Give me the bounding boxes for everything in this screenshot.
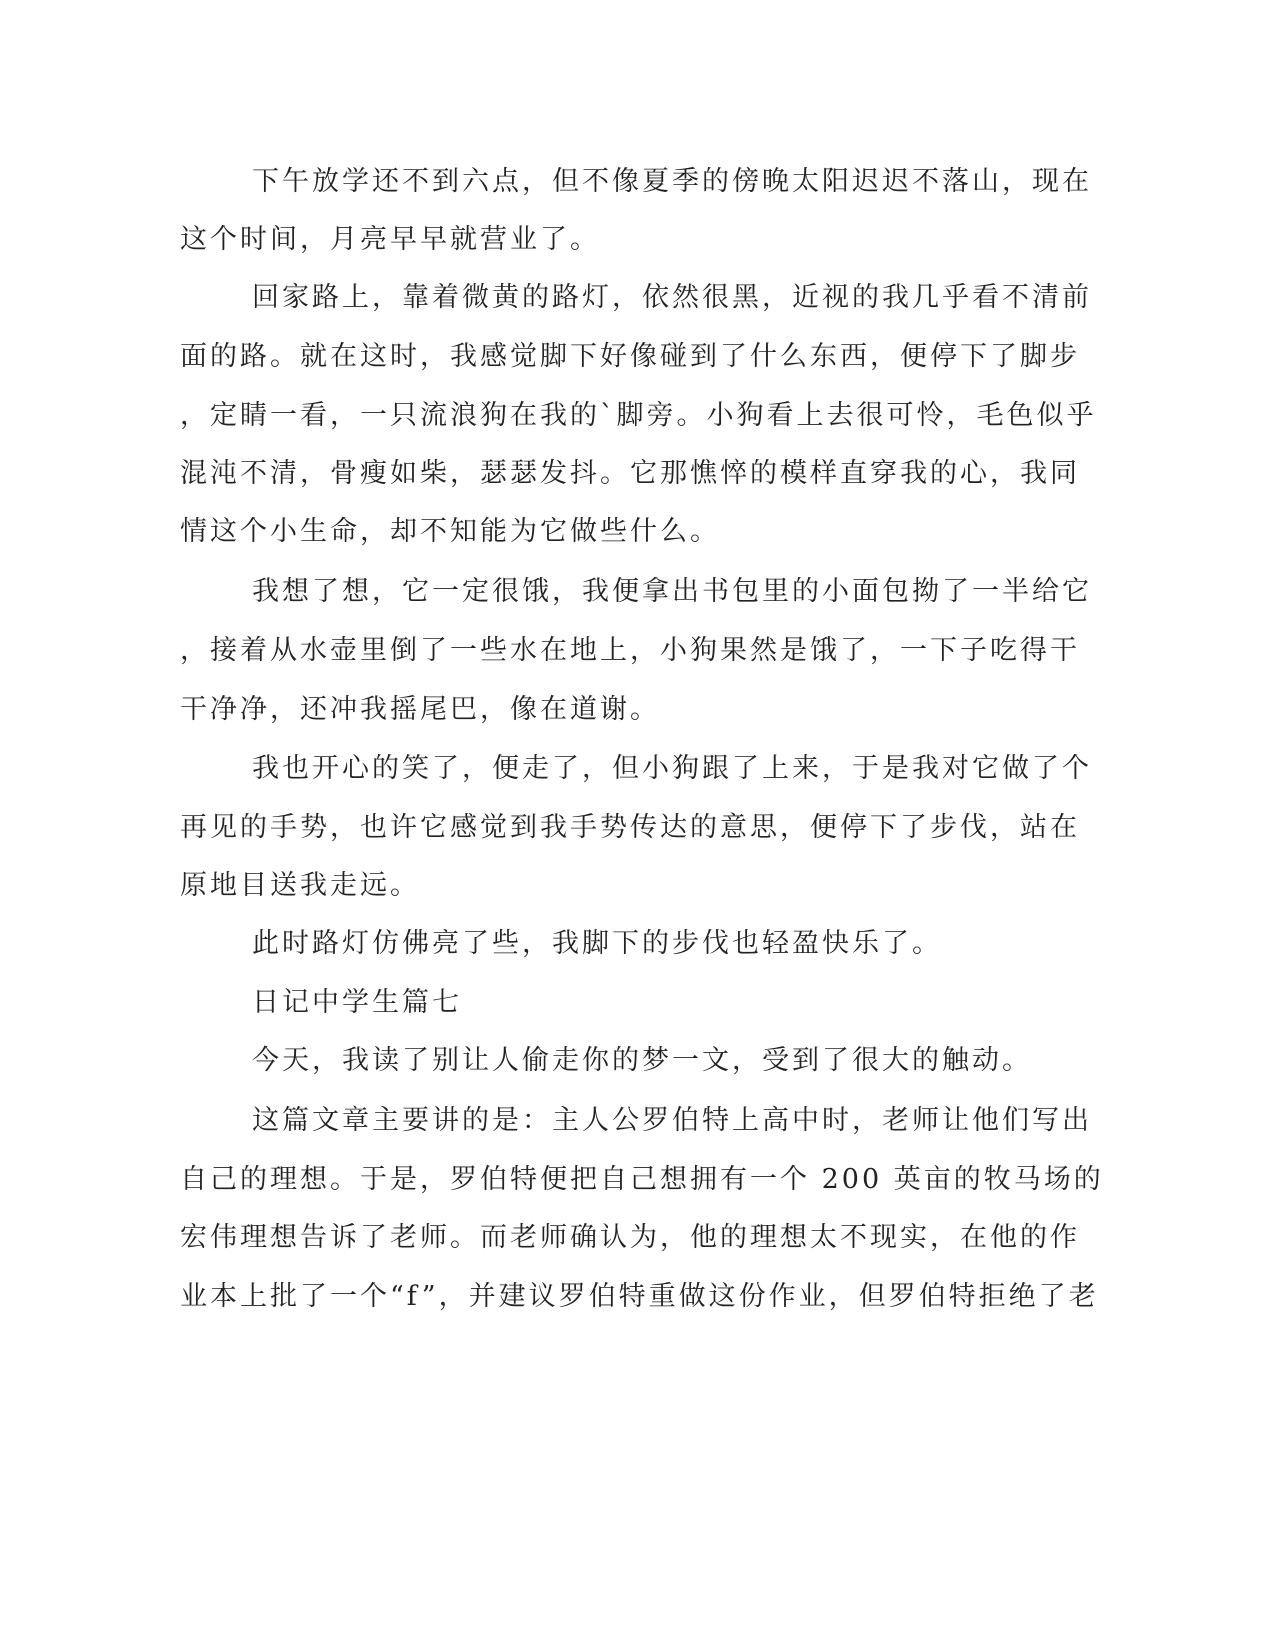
text-line: 回家路上，靠着微黄的路灯，依然很黑，近视的我几乎看不清前	[252, 282, 1092, 313]
text-line: 今天，我读了别让人偷走你的梦一文，受到了很大的触动。	[252, 1045, 1032, 1076]
text-line: 再见的手势，也许它感觉到我手势传达的意思，便停下了步伐，站在	[180, 812, 1080, 843]
text-line: 下午放学还不到六点，但不像夏季的傍晚太阳迟迟不落山，现在	[252, 166, 1092, 197]
text-line: 面的路。就在这时，我感觉脚下好像碰到了什么东西，便停下了脚步	[180, 341, 1080, 372]
text-line: 这个时间，月亮早早就营业了。	[180, 224, 600, 255]
text-line: 此时路灯仿佛亮了些，我脚下的步伐也轻盈快乐了。	[252, 928, 942, 959]
text-line: 干净净，还冲我摇尾巴，像在道谢。	[180, 694, 660, 725]
text-line: 混沌不清，骨瘦如柴，瑟瑟发抖。它那憔悴的模样直穿我的心，我同	[180, 458, 1080, 489]
text-line: 自己的理想。于是，罗伯特便把自己想拥有一个 200 英亩的牧马场的	[180, 1164, 1104, 1195]
text-line: 我也开心的笑了，便走了，但小狗跟了上来，于是我对它做了个	[252, 753, 1092, 784]
text-line: ，定睛一看，一只流浪狗在我的`脚旁。小狗看上去很可怜，毛色似乎	[180, 400, 1097, 431]
text-line: 这篇文章主要讲的是：主人公罗伯特上高中时，老师让他们写出	[252, 1105, 1092, 1136]
section-heading: 日记中学生篇七	[252, 987, 462, 1018]
text-line: 情这个小生命，却不知能为它做些什么。	[180, 516, 720, 547]
text-line: 我想了想，它一定很饿，我便拿出书包里的小面包拗了一半给它	[252, 576, 1092, 607]
text-line: ，接着从水壶里倒了一些水在地上，小狗果然是饿了，一下子吃得干	[180, 635, 1080, 666]
text-line: 宏伟理想告诉了老师。而老师确认为，他的理想太不现实，在他的作	[180, 1222, 1080, 1253]
text-line: 业本上批了一个“f”，并建议罗伯特重做这份作业，但罗伯特拒绝了老	[180, 1281, 1099, 1312]
text-line: 原地目送我走远。	[180, 870, 420, 901]
